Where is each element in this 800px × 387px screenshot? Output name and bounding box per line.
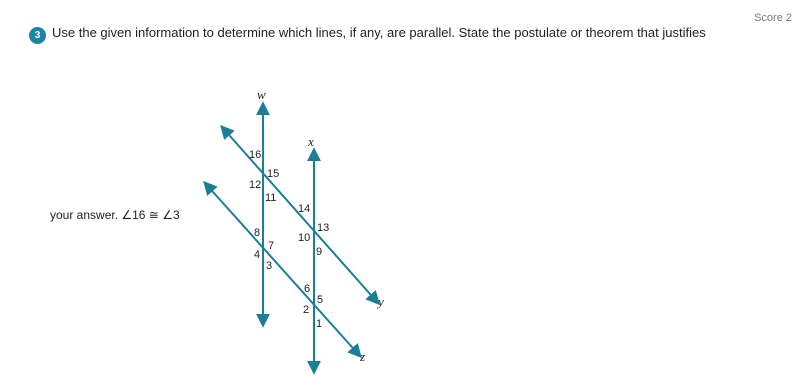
angle-label-5: 5 xyxy=(317,294,324,306)
angle-label-13: 13 xyxy=(317,222,330,234)
line-label-y: y xyxy=(378,294,384,309)
angle-label-8: 8 xyxy=(254,227,261,239)
angle-label-2: 2 xyxy=(303,304,310,316)
angle-label-6: 6 xyxy=(304,283,311,295)
angle-label-16: 16 xyxy=(249,149,262,161)
answer-prompt: your answer. ∠16 ≅ ∠3 xyxy=(50,208,180,222)
line-z xyxy=(205,183,360,356)
angle-label-10: 10 xyxy=(298,232,311,244)
angle-label-15: 15 xyxy=(267,168,280,180)
line-y xyxy=(222,127,378,303)
angle-label-14: 14 xyxy=(298,203,311,215)
line-label-z: z xyxy=(360,349,366,364)
line-label-x: x xyxy=(308,134,314,149)
angle-label-3: 3 xyxy=(266,260,273,272)
angle-label-4: 4 xyxy=(254,249,261,261)
question-prompt: Use the given information to determine which lines, if any, are parallel. State the postulate or theorem that justifies xyxy=(52,25,706,40)
angle-label-9: 9 xyxy=(316,246,323,258)
angle-label-12: 12 xyxy=(249,179,262,191)
question-number-badge: 3 xyxy=(29,27,46,44)
angle-label-1: 1 xyxy=(316,318,323,330)
score-label: Score 2 xyxy=(754,12,792,24)
line-label-w: w xyxy=(257,87,266,102)
angle-label-7: 7 xyxy=(268,240,275,252)
angle-label-11: 11 xyxy=(265,192,277,204)
